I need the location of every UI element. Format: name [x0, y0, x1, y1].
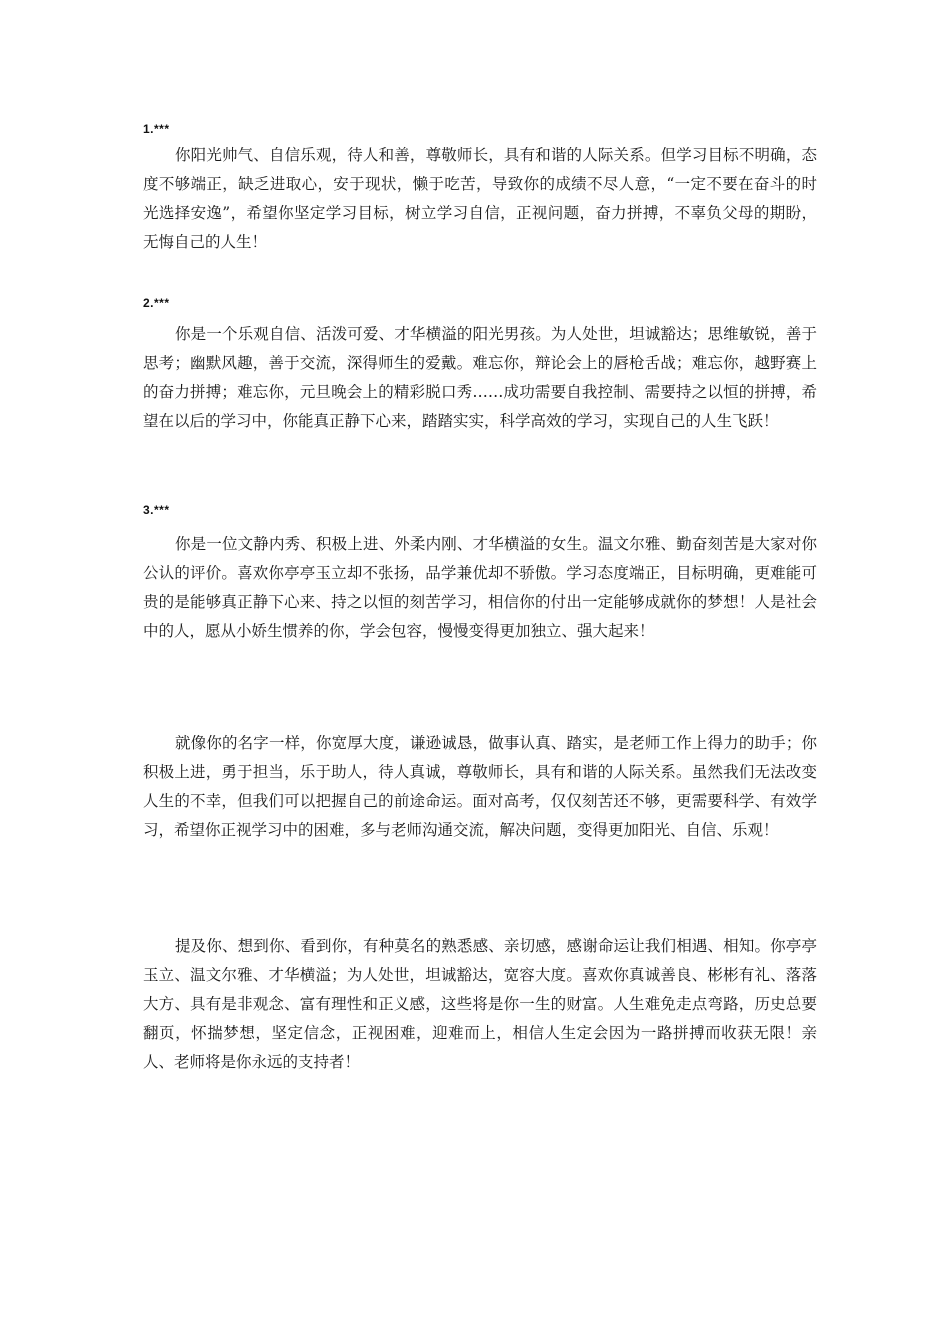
section-2-heading: 2.*** [143, 296, 170, 310]
section-4-paragraph: 就像你的名字一样，你宽厚大度，谦逊诚恳，做事认真、踏实，是老师工作上得力的助手；你积极上进，勇于担当，乐于助人，待人真诚，尊敬师长，具有和谐的人际关系。虽然我们无法改变人生的不幸，但我们可以把握自己的前途命运。面对高考，仅仅刻苦还不够，更需要科学、有效学习，希望你正视学习中的困难，多与老师沟通交流，解决问题，变得更加阳光、自信、乐观！ [143, 734, 817, 839]
section-3-paragraph: 你是一位文静内秀、积极上进、外柔内刚、才华横溢的女生。温文尔雅、勤奋刻苦是大家对你公认的评价。喜欢你亭亭玉立却不张扬，品学兼优却不骄傲。学习态度端正，目标明确，更难能可贵的是能够真正静下心来、持之以恒的刻苦学习，相信你的付出一定能够成就你的梦想！人是社会中的人，愿从小娇生惯养的你，学会包容，慢慢变得更加独立、强大起来！ [143, 535, 817, 640]
section-1-paragraph: 你阳光帅气、自信乐观，待人和善，尊敬师长，具有和谐的人际关系。但学习目标不明确，态度不够端正，缺乏进取心，安于现状，懒于吃苦，导致你的成绩不尽人意，“一定不要在奋斗的时光选择安逸”，希望你坚定学习目标，树立学习自信，正视问题，奋力拼搏，不辜负父母的期盼，无悔自己的人生！ [143, 146, 817, 251]
section-1-heading: 1.*** [143, 122, 170, 136]
section-5-paragraph: 提及你、想到你、看到你，有种莫名的熟悉感、亲切感，感谢命运让我们相遇、相知。你亭亭玉立、温文尔雅、才华横溢；为人处世，坦诚豁达，宽容大度。喜欢你真诚善良、彬彬有礼、落落大方、具有是非观念、富有理性和正义感，这些将是你一生的财富。人生难免走点弯路，历史总要翻页，怀揣梦想，坚定信念，正视困难，迎难而上，相信人生定会因为一路拼搏而收获无限！亲人、老师将是你永远的支持者！ [143, 937, 817, 1071]
section-3-heading: 3.*** [143, 503, 170, 517]
section-2-paragraph: 你是一个乐观自信、活泼可爱、才华横溢的阳光男孩。为人处世，坦诚豁达；思维敏锐，善于思考；幽默风趣，善于交流，深得师生的爱戴。难忘你，辩论会上的唇枪舌战；难忘你，越野赛上的奋力拼搏；难忘你，元旦晚会上的精彩脱口秀……成功需要自我控制、需要持之以恒的拼搏，希望在以后的学习中，你能真正静下心来，踏踏实实，科学高效的学习，实现自己的人生飞跃！ [143, 325, 817, 430]
